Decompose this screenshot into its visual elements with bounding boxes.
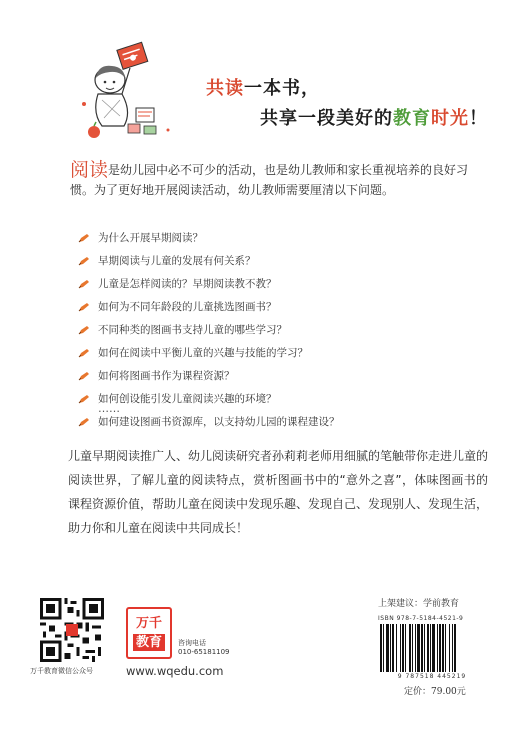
orange-pencil-bullet-icon: [78, 417, 90, 427]
list-item: [78, 249, 340, 272]
summary-paragraph: 儿童早期阅读推广人、幼儿阅读研究者孙莉莉老师用细腻的笔触带你走进儿童的阅读世界，了解儿童的阅读特点，赏析图画书中的“意外之喜”，体味图画书的课程资源价值，帮助儿童在阅读中发现乐趣、发现自己、发现别人、发现生活，助力你和儿童在阅读中共同成长！: [68, 449, 489, 535]
slogan-line-2: [260, 104, 488, 130]
orange-pencil-bullet-icon: [78, 394, 90, 404]
orange-pencil-bullet-icon: [78, 302, 90, 312]
list-item: [78, 341, 340, 364]
shelf-suggestion: 上架建议：学前教育: [378, 599, 460, 609]
publisher-logo: [126, 607, 172, 659]
orange-pencil-bullet-icon: [78, 371, 90, 381]
list-item: [78, 295, 340, 318]
list-item: [78, 226, 340, 249]
slogan-highlight-education: 教育: [393, 108, 431, 129]
intro-lead-word: 阅读: [70, 159, 109, 181]
orange-pencil-bullet-icon: [78, 256, 90, 266]
slogan-line-2-suffix: ！: [469, 108, 488, 129]
slogan-line-1-text: 一本书，: [244, 78, 320, 99]
intro-paragraph: [70, 160, 490, 200]
question-text: 不同种类的图画书支持儿童的哪些学习？: [98, 324, 287, 336]
question-text: 如何为不同年龄段的儿童挑选图画书？: [98, 301, 277, 313]
barcode-digits: 9 787518 445219: [397, 673, 467, 680]
slogan-line-1: [206, 74, 320, 100]
logo-text-bottom: 教育: [133, 634, 165, 651]
qr-caption: 万千教育微信公众号: [30, 667, 93, 675]
question-text: 儿童是怎样阅读的？早期阅读教不教？: [98, 278, 277, 290]
hotline-number: 010-65181109: [178, 648, 230, 656]
slogan-line-2-prefix: 共享一段美好的: [260, 108, 393, 129]
question-text: 如何建设图画书资源库，以支持幼儿园的课程建设？: [98, 416, 340, 428]
orange-pencil-bullet-icon: [78, 279, 90, 289]
question-text: 如何在阅读中平衡儿童的兴趣与技能的学习？: [98, 347, 308, 359]
child-reading-illustration: [80, 38, 180, 143]
question-text: 如何创设能引发儿童阅读兴趣的环境？: [98, 393, 277, 405]
orange-pencil-bullet-icon: [78, 233, 90, 243]
question-text: 如何将图画书作为课程资源？: [98, 370, 235, 382]
slogan-highlight-read: 共读: [206, 78, 244, 99]
slogan-highlight-time: 时光: [431, 108, 469, 129]
isbn-text: ISBN 978-7-5184-4521-9: [378, 615, 464, 622]
price: 定价：79.00元: [404, 687, 466, 697]
orange-pencil-bullet-icon: [78, 325, 90, 335]
question-text: 早期阅读与儿童的发展有何关系？: [98, 255, 256, 267]
intro-text: 是幼儿园中必不可少的活动，也是幼儿教师和家长重视培养的良好习惯。为了更好地开展阅读活动，幼儿教师需要厘清以下问题。: [70, 163, 469, 197]
hotline-label: 咨询电话: [178, 639, 206, 647]
question-text: 为什么开展早期阅读？: [98, 232, 203, 244]
qr-code: [40, 598, 104, 662]
barcode: [378, 624, 486, 672]
list-item: [78, 272, 340, 295]
orange-pencil-bullet-icon: [78, 348, 90, 358]
list-item: [78, 318, 340, 341]
website-link[interactable]: www.wqedu.com: [126, 664, 224, 678]
question-ellipsis: ……: [98, 402, 120, 415]
list-item: [78, 364, 340, 387]
logo-text-top: 万千: [135, 615, 162, 631]
